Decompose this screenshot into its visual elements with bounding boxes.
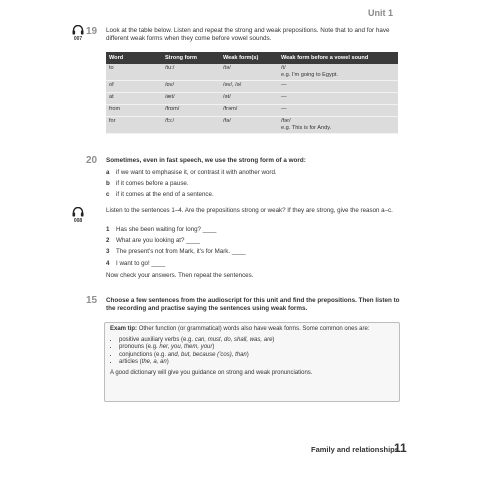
page-number: 11 bbox=[394, 441, 407, 455]
item-examples: can, must, do, shall, was, are bbox=[194, 336, 273, 343]
word-cell: of bbox=[106, 81, 162, 93]
list-item bbox=[119, 344, 394, 352]
column-header: Strong form bbox=[162, 52, 220, 64]
sentences-list bbox=[106, 226, 406, 268]
vowel-form-cell bbox=[278, 64, 398, 81]
function-words-list bbox=[110, 337, 394, 367]
item-text: if it comes at the end of a sentence. bbox=[116, 191, 214, 199]
strong-form-cell: /frɒm/ bbox=[162, 105, 220, 117]
item-tail: ) bbox=[212, 344, 215, 351]
table-row bbox=[106, 93, 398, 105]
item-text: Has she been waiting for long? ____ bbox=[116, 226, 217, 233]
exam-tip-closing: A good dictionary will give you guidance on strong and weak pronunciations. bbox=[110, 369, 313, 376]
footer-unit-title: Family and relationships bbox=[311, 445, 399, 454]
closing-instruction: Now check your answers. Then repeat the sentences. bbox=[106, 272, 254, 279]
prepositions-table bbox=[106, 52, 398, 134]
vowel-form: /t/ bbox=[281, 65, 286, 71]
item-label: 1 bbox=[106, 226, 110, 233]
list-item bbox=[106, 260, 406, 268]
item-examples: and, but, because (’cos), than bbox=[167, 351, 247, 358]
weak-form-cell: /əv/, /ə/ bbox=[220, 81, 278, 93]
exercise-instruction: Look at the table below. Listen and repeat the strong and weak prepositions. Note that to and for have different weak forms when they come before vowel sounds. bbox=[106, 27, 390, 43]
unit-label: Unit 1 bbox=[367, 8, 393, 18]
item-text: positive auxiliary verbs (e.g. bbox=[119, 336, 195, 343]
item-label: c bbox=[106, 191, 110, 199]
item-text: if we want to emphasise it, or contrast it with another word. bbox=[116, 169, 277, 176]
vowel-form-cell: — bbox=[278, 81, 398, 93]
strong-form-cell: /ɒv/ bbox=[162, 81, 220, 93]
exercise-number: 19 bbox=[86, 26, 98, 37]
vowel-form-cell: — bbox=[278, 105, 398, 117]
item-label: 4 bbox=[106, 259, 110, 267]
table-row bbox=[106, 81, 398, 93]
headphones-icon bbox=[72, 25, 84, 35]
exam-tip-intro-text: Other function (or grammatical) words also have weak forms. Some common ones are: bbox=[138, 326, 370, 332]
column-header: Word bbox=[106, 52, 162, 64]
list-item bbox=[106, 226, 406, 234]
table-header-row bbox=[106, 52, 398, 64]
reasons-list bbox=[106, 169, 406, 200]
table-row bbox=[106, 105, 398, 117]
exercise-instruction: Choose a few sentences from the audioscript for this unit and find the prepositions. Then listen to the recording and practise saying the sentences using weak forms. bbox=[106, 297, 400, 313]
item-text: pronouns (e.g. bbox=[119, 344, 160, 351]
list-item bbox=[119, 337, 394, 345]
item-label: 3 bbox=[106, 248, 110, 256]
item-text: I want to go! ____ bbox=[116, 259, 166, 267]
item-tail: ) bbox=[166, 359, 169, 366]
exam-tip-box bbox=[104, 322, 400, 402]
item-text: articles ( bbox=[119, 359, 142, 366]
exercise-number: 20 bbox=[86, 155, 98, 166]
vowel-form-cell: — bbox=[278, 93, 398, 105]
word-cell: for bbox=[106, 117, 162, 134]
item-text: conjunctions (e.g. bbox=[119, 351, 168, 358]
item-text: What are you looking at? ____ bbox=[116, 237, 200, 245]
list-item bbox=[106, 180, 406, 188]
list-item bbox=[106, 237, 406, 245]
word-cell: at bbox=[106, 93, 162, 105]
item-text: if it comes before a pause. bbox=[116, 180, 189, 188]
headphones-icon bbox=[72, 207, 84, 217]
strong-form-cell: /tu:/ bbox=[162, 64, 220, 81]
item-label: 2 bbox=[106, 237, 110, 245]
word-cell: to bbox=[106, 64, 162, 81]
audio-code: 007 bbox=[73, 36, 83, 42]
list-item bbox=[106, 169, 406, 177]
item-label: b bbox=[106, 180, 110, 188]
column-header: Weak form(s) bbox=[220, 52, 278, 64]
weak-form-cell: /fə/ bbox=[220, 117, 278, 134]
list-item bbox=[106, 191, 406, 199]
exercise-number: 15 bbox=[86, 295, 98, 306]
table-row bbox=[106, 64, 398, 81]
vowel-form-cell bbox=[278, 117, 398, 134]
weak-form-cell: /frəm/ bbox=[220, 105, 278, 117]
strong-form-cell: /æt/ bbox=[162, 93, 220, 105]
list-item bbox=[106, 248, 406, 256]
item-label: a bbox=[106, 169, 110, 176]
listening-instruction: Listen to the sentences 1–4. Are the prepositions strong or weak? If they are strong, give the reason a–c. bbox=[106, 207, 393, 214]
exam-tip-intro bbox=[110, 326, 394, 334]
audio-track-008[interactable] bbox=[70, 207, 86, 224]
table-row bbox=[106, 117, 398, 134]
item-examples: her, you, them, your bbox=[159, 344, 213, 351]
example-sentence: e.g. I'm going to Egypt. bbox=[281, 72, 339, 78]
item-text: The present's not from Mark, it's for Mark. ____ bbox=[116, 248, 246, 256]
item-examples: the, a, an bbox=[141, 359, 167, 366]
list-item bbox=[119, 359, 394, 367]
weak-form-cell: /tə/ bbox=[220, 64, 278, 81]
vowel-form: /fər/ bbox=[281, 118, 291, 124]
list-item bbox=[119, 352, 394, 360]
audio-code: 008 bbox=[73, 218, 83, 224]
audio-track-007[interactable] bbox=[70, 25, 86, 42]
strong-form-cell: /fɔ:/ bbox=[162, 117, 220, 134]
item-tail: ) bbox=[246, 351, 249, 358]
column-header: Weak form before a vowel sound bbox=[278, 52, 398, 64]
item-tail: ) bbox=[272, 336, 275, 343]
example-sentence: e.g. This is for Andy. bbox=[281, 125, 332, 131]
weak-form-cell: /ət/ bbox=[220, 93, 278, 105]
exercise-instruction: Sometimes, even in fast speech, we use the strong form of a word: bbox=[106, 157, 306, 164]
exam-tip-title: Exam tip: bbox=[110, 326, 138, 332]
word-cell: from bbox=[106, 105, 162, 117]
